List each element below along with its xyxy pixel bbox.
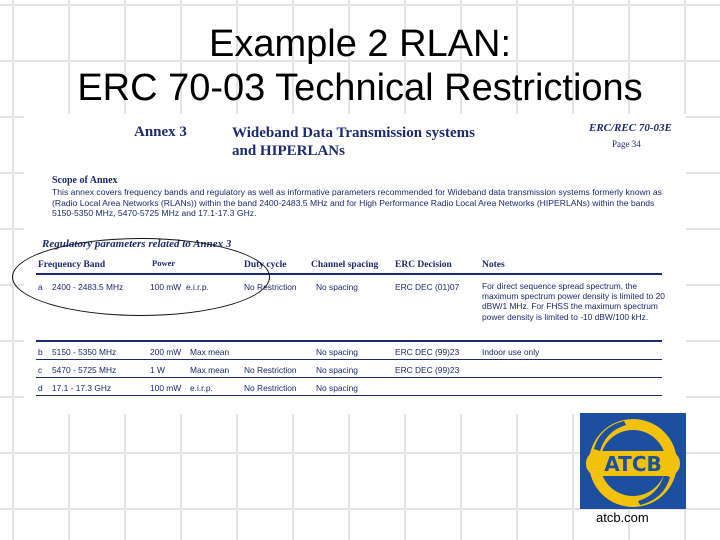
atcb-logo-graphic <box>580 413 686 509</box>
logo-text: ATCB <box>604 452 662 476</box>
row-d-spacing: No spacing <box>316 383 358 393</box>
annex-title-line-2: and HIPERLANs <box>232 143 345 159</box>
row-a-notes: For direct sequence spread spectrum, the maximum spectrum power density is limited to 20 dBW/1 MHz. For FHSS the maximum spectrum power density is limited to -10 dBW/100 kHz. <box>482 281 665 322</box>
row-d-id: d <box>38 383 43 393</box>
row-b-decision: ERC DEC (99)23 <box>395 347 460 357</box>
scope-heading: Scope of Annex <box>52 175 118 186</box>
row-b-notes: Indoor use only <box>482 347 540 357</box>
header-power: Power <box>152 258 176 268</box>
annex-number: Annex 3 <box>134 124 187 140</box>
row-d-power-ref: e.i.r.p. <box>190 383 213 393</box>
row-c-rule <box>36 377 662 378</box>
row-a-spacing: No spacing <box>316 282 358 292</box>
row-d-power: 100 mW <box>150 383 182 393</box>
title-line-2: ERC 70-03 Technical Restrictions <box>77 67 643 109</box>
row-c-decision: ERC DEC (99)23 <box>395 365 460 375</box>
scope-text: This annex covers frequency bands and regulatory as well as informative parameters recommended for Wideband data transmission systems formerly known as (Radio Local Area Networks (RLANs)) within the band 2400-2483.5 MHz and for High Performance Radio Local Area Networks (HIPERLANs) within the bands 5150-5350 MHz, 5470-5725 MHz and 17.1-17.3 GHz. <box>52 187 662 219</box>
annex-title-line-1: Wideband Data Transmission systems <box>232 125 475 141</box>
row-c-duty-cycle: No Restriction <box>244 365 297 375</box>
document-reference: ERC/REC 70-03E <box>589 122 672 134</box>
title-line-1: Example 2 RLAN: <box>208 23 511 65</box>
row-a-band: 2400 - 2483.5 MHz <box>52 282 124 292</box>
row-a-id: a <box>38 282 43 292</box>
slide-title <box>0 22 720 110</box>
row-d-duty-cycle: No Restriction <box>244 383 297 393</box>
header-erc-decision: ERC Decision <box>395 260 452 270</box>
header-frequency-band: Frequency Band <box>38 260 106 270</box>
row-a-duty-cycle: No Restriction <box>244 282 297 292</box>
document-page: Page 34 <box>612 139 641 149</box>
row-c-power-ref: Max mean <box>190 365 230 375</box>
row-b-power-ref: Max mean <box>190 347 230 357</box>
row-d-band: 17.1 - 17.3 GHz <box>52 383 112 393</box>
row-b-id: b <box>38 347 43 357</box>
highlight-ellipse <box>12 238 270 316</box>
row-c-id: c <box>38 365 43 375</box>
annex-title <box>232 124 475 160</box>
site-url: atcb.com <box>596 510 649 525</box>
header-notes: Notes <box>482 260 505 270</box>
header-channel-spacing: Channel spacing <box>311 260 379 270</box>
row-d-rule <box>36 395 662 396</box>
row-a-rule <box>36 340 662 342</box>
header-duty-cycle: Duty cycle <box>244 260 287 270</box>
row-c-band: 5470 - 5725 MHz <box>52 365 117 375</box>
regulatory-heading: Regulatory parameters related to Annex 3 <box>42 238 232 250</box>
row-a-decision: ERC DEC (01)07 <box>395 282 460 292</box>
row-b-power: 200 mW <box>150 347 182 357</box>
row-a-power: 100 mW <box>150 282 182 292</box>
atcb-logo <box>580 413 686 509</box>
row-b-rule <box>36 359 662 360</box>
row-b-band: 5150 - 5350 MHz <box>52 347 117 357</box>
row-c-power: 1 W <box>150 365 165 375</box>
row-a-power-ref: e.i.r.p. <box>186 282 209 292</box>
row-b-spacing: No spacing <box>316 347 358 357</box>
row-c-spacing: No spacing <box>316 365 358 375</box>
